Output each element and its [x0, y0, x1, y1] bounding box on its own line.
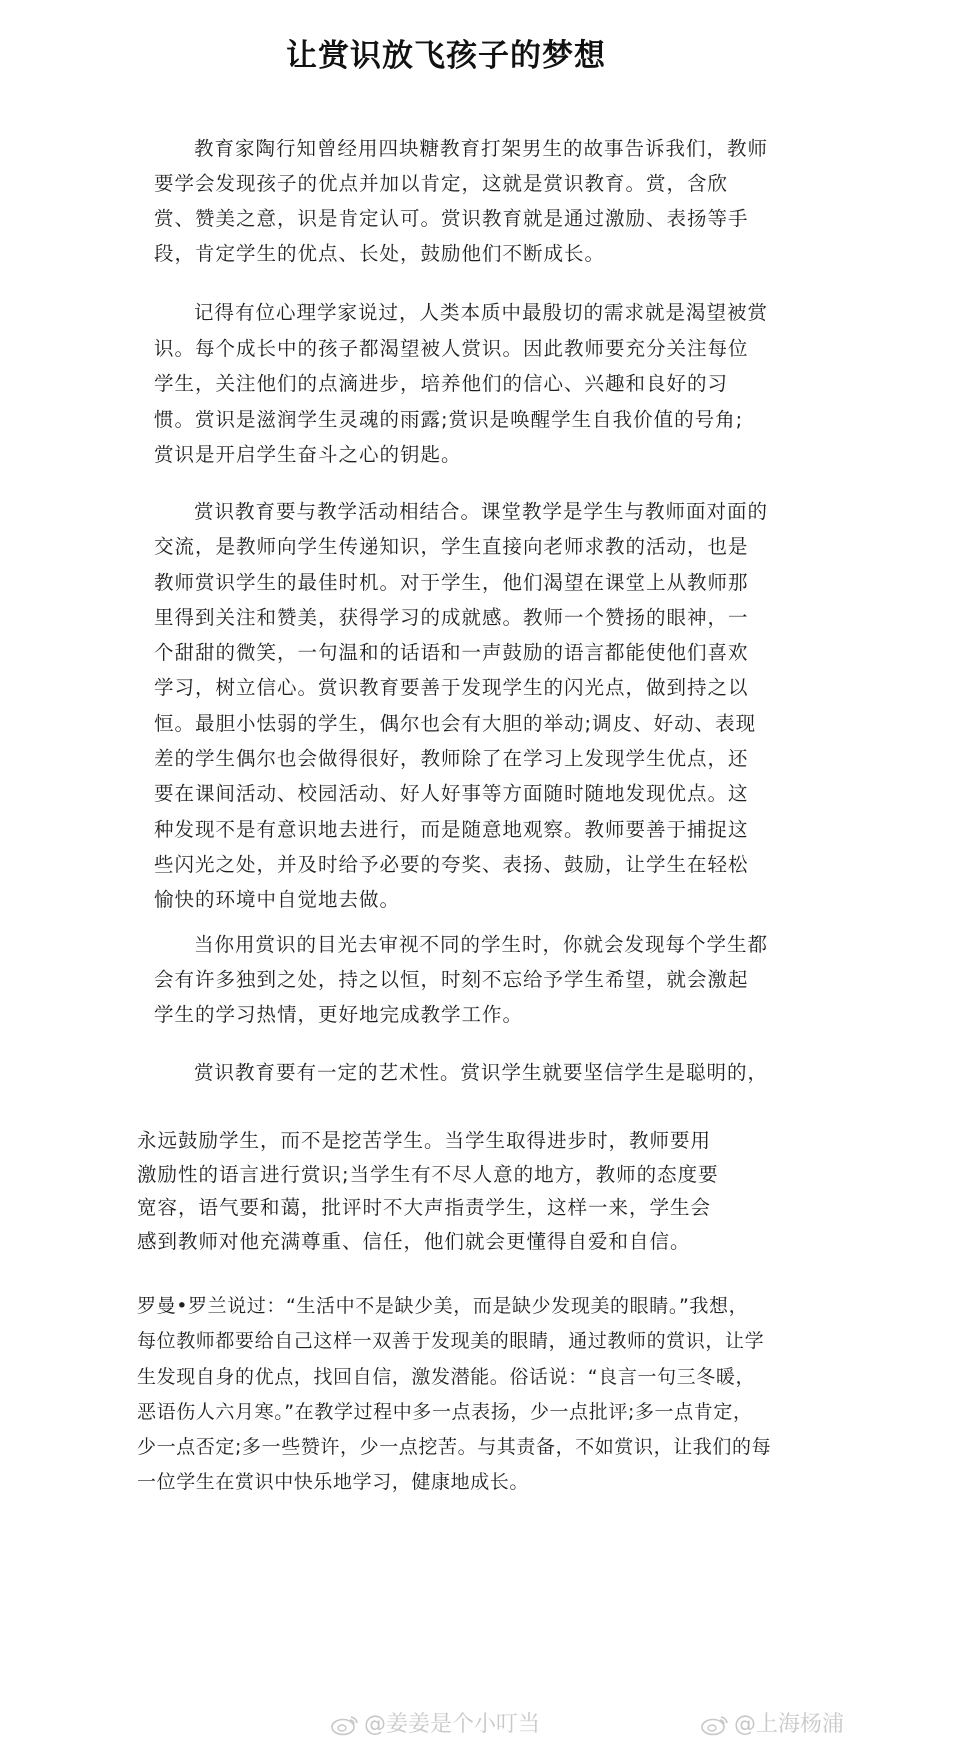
text-line: 感到教师对他充满尊重、信任，他们就会更懂得自爱和自信。: [137, 1229, 691, 1253]
paragraph-1: [154, 131, 768, 271]
text-line: 激励性的语言进行赏识;当学生有不尽人意的地方，教师的态度要: [137, 1162, 719, 1186]
text-line: 教育家陶行知曾经用四块糖教育打架男生的故事告诉我们，教师: [194, 137, 769, 160]
page-title: 让赏识放飞孩子的梦想: [286, 38, 606, 74]
paragraph-7: [137, 1289, 771, 1501]
paragraph-2: [154, 295, 768, 473]
text-line: 永远鼓励学生，而不是挖苦学生。当学生取得进步时，教师要用: [137, 1129, 712, 1152]
text-line: 些闪光之处，并及时给予必要的夸奖、表扬、鼓励，让学生在轻松: [154, 852, 749, 876]
text-line: 个甜甜的微笑，一句温和的话语和一声鼓励的语言都能使他们喜欢: [154, 641, 749, 665]
weibo-icon: [330, 1714, 360, 1736]
paragraph-5: [154, 1055, 768, 1090]
text-line: 学生的学习热情，更好地完成教学工作。: [154, 1003, 524, 1026]
text-line: 赏识教育要有一定的艺术性。赏识学生就要坚信学生是聪明的，: [194, 1061, 769, 1084]
text-line: 差的学生偶尔也会做得很好，教师除了在学习上发现学生优点，还: [154, 747, 749, 771]
text-line: 识。每个成长中的孩子都渴望被人赏识。因此教师要充分关注每位: [154, 336, 749, 360]
text-line: 交流，是教师向学生传递知识，学生直接向老师求教的活动，也是: [154, 535, 749, 559]
text-line: 罗曼•罗兰说过：“生活中不是缺少美，而是缺少发现美的眼睛。”我想，: [137, 1295, 749, 1317]
paragraph-3: [154, 494, 768, 918]
watermark-author: [330, 1707, 540, 1738]
text-line: 生发现自身的优点，找回自信，激发潜能。俗话说：“良言一句三冬暖，: [137, 1365, 756, 1388]
text-line: 惯。赏识是滋润学生灵魂的雨露;赏识是唤醒学生自我价值的号角;: [154, 407, 744, 431]
text-line: 学习，树立信心。赏识教育要善于发现学生的闪光点，做到持之以: [154, 676, 749, 700]
text-line: 赏识教育要与教学活动相结合。课堂教学是学生与教师面对面的: [194, 500, 769, 523]
text-line: 学生，关注他们的点滴进步，培养他们的信心、兴趣和良好的习: [154, 372, 729, 395]
text-line: 赏识是开启学生奋斗之心的钥匙。: [154, 443, 462, 466]
text-line: 教师赏识学生的最佳时机。对于学生，他们渴望在课堂上从教师那: [154, 570, 749, 594]
text-line: 赏、赞美之意，识是肯定认可。赏识教育就是通过激励、表扬等手: [154, 207, 749, 230]
watermark-source: [700, 1707, 844, 1738]
weibo-icon: [700, 1714, 730, 1736]
text-line: 种发现不是有意识地去进行，而是随意地观察。教师要善于捕捉这: [154, 817, 749, 841]
text-line: 愉快的环境中自觉地去做。: [154, 888, 401, 912]
watermark-source-text: @上海杨浦: [734, 1712, 845, 1737]
title-block: [236, 30, 656, 75]
watermark-author-text: @姜姜是个小叮当: [364, 1712, 541, 1737]
text-line: 里得到关注和赞美，获得学习的成就感。教师一个赞扬的眼神，一: [154, 605, 749, 629]
text-line: 每位教师都要给自己这样一双善于发现美的眼睛，通过教师的赏识，让学: [137, 1330, 765, 1353]
text-line: 恒。最胆小怯弱的学生，偶尔也会有大胆的举动;调皮、好动、表现: [154, 711, 757, 735]
text-line: 一位学生在赏识中快乐地学习，健康地成长。: [137, 1471, 530, 1494]
text-line: 宽容，语气要和蔼，批评时不大声指责学生，这样一来，学生会: [137, 1196, 712, 1219]
text-line: 要在课间活动、校园活动、好人好事等方面随时随地发现优点。这: [154, 782, 749, 806]
text-line: 少一点否定;多一些赞许，少一点挖苦。与其责备，不如赏识，让我们的每: [137, 1436, 772, 1459]
text-line: 恶语伤人六月寒。”在教学过程中多一点表扬，少一点批评;多一点肯定，: [137, 1400, 753, 1423]
text-line: 会有许多独到之处，持之以恒，时刻不忘给予学生希望，就会激起: [154, 968, 749, 991]
text-line: 当你用赏识的目光去审视不同的学生时，你就会发现每个学生都: [194, 933, 769, 956]
text-line: 段，肯定学生的优点、长处，鼓励他们不断成长。: [154, 242, 606, 265]
text-line: 记得有位心理学家说过，人类本质中最殷切的需求就是渴望被赏: [194, 301, 769, 324]
text-line: 要学会发现孩子的优点并加以肯定，这就是赏识教育。赏，含欣: [154, 172, 729, 195]
paragraph-4: [154, 927, 768, 1032]
paragraph-6: [137, 1124, 719, 1258]
